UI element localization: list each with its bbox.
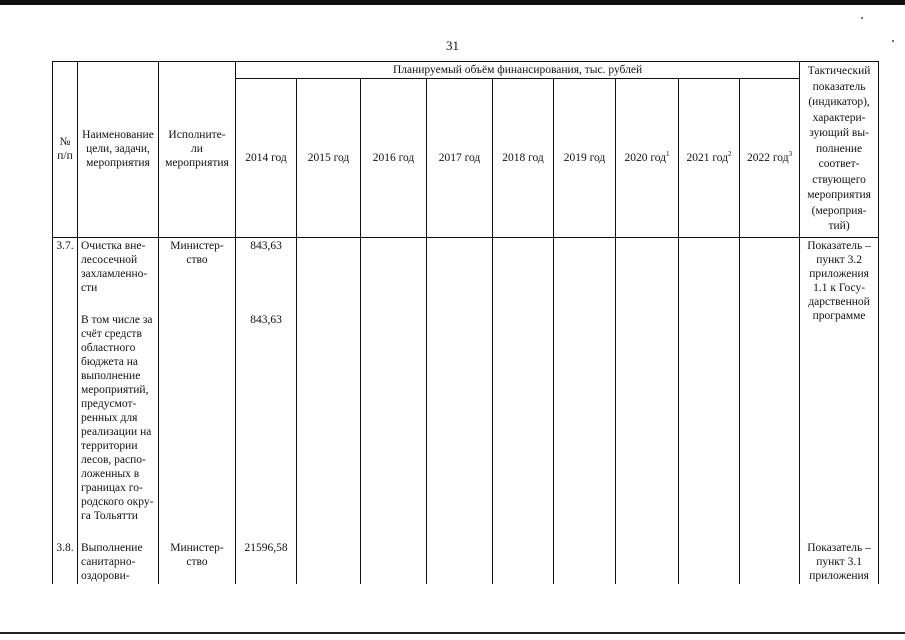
header-year <box>740 79 800 237</box>
row-value-2014: 843,63 <box>236 312 297 524</box>
row-value-2019 <box>554 540 616 584</box>
top-scan-border <box>0 0 905 5</box>
bottom-scan-border <box>0 632 905 634</box>
row-name: Выполнение санитарно- оздорови- <box>78 540 159 584</box>
header-year-note: 3 <box>788 150 793 159</box>
header-year-label: 2019 год <box>563 151 606 164</box>
row-value-2022 <box>740 237 800 296</box>
page-number: 31 <box>446 38 459 53</box>
header-year-note: 1 <box>666 150 670 159</box>
row-value-2019 <box>554 237 616 296</box>
row-value-2021 <box>679 237 740 296</box>
row-name: Очистка вне- лесосечной захламленно- сти <box>78 237 159 296</box>
row-value-2015 <box>297 540 361 584</box>
row-value-2014: 843,63 <box>236 237 297 296</box>
row-spacer <box>53 296 879 312</box>
row-value-2017 <box>427 312 493 524</box>
row-name: В том числе за счёт средств областного бюджета на выполнение мероприятий, предусмот- ренных для реализации на территории лесов, распо- ложенных в границах го- родского окру- га Тольятти <box>78 312 159 524</box>
header-year-label: 2020 год <box>624 151 667 164</box>
row-value-2020 <box>616 312 679 524</box>
table-row <box>53 312 879 524</box>
header-name: Наименование цели, задачи, мероприятия <box>78 62 159 238</box>
row-value-2015 <box>297 237 361 296</box>
header-indicator: Тактический показатель (индикатор), характери- зующий вы- полнение соответ- ствующего мероприятия (мероприя- тий) <box>800 62 879 238</box>
header-year <box>554 79 616 237</box>
header-year-note: 2 <box>728 150 732 159</box>
header-year-label: 2016 год <box>372 151 415 164</box>
header-year <box>361 79 427 237</box>
row-value-2014: 21596,58 <box>236 540 297 584</box>
row-value-2022 <box>740 540 800 584</box>
header-year-label: 2022 год <box>747 151 789 164</box>
row-value-2021 <box>679 312 740 524</box>
row-value-2017 <box>427 540 493 584</box>
row-value-2020 <box>616 540 679 584</box>
row-num: 3.7. <box>53 237 78 296</box>
row-value-2018 <box>493 312 554 524</box>
table-row <box>53 237 879 296</box>
row-value-2019 <box>554 312 616 524</box>
header-year-label: 2014 год <box>245 151 287 164</box>
scan-speck <box>861 17 863 19</box>
row-value-2016 <box>361 237 427 296</box>
row-executor <box>159 312 236 524</box>
row-value-2017 <box>427 237 493 296</box>
row-executor: Министер- ство <box>159 237 236 296</box>
header-year <box>236 79 297 237</box>
row-value-2022 <box>740 312 800 524</box>
header-num: № п/п <box>53 62 78 238</box>
row-indicator: Показатель – пункт 3.2 приложения 1.1 к Госу- дарственной программе <box>800 237 879 524</box>
header-year-label: 2018 год <box>502 151 544 164</box>
row-value-2018 <box>493 540 554 584</box>
row-executor: Министер- ство <box>159 540 236 584</box>
row-value-2016 <box>361 540 427 584</box>
header-year <box>616 79 679 237</box>
row-value-2020 <box>616 237 679 296</box>
row-value-2018 <box>493 237 554 296</box>
header-year <box>493 79 554 237</box>
row-num <box>53 312 78 524</box>
row-num: 3.8. <box>53 540 78 584</box>
row-spacer <box>53 524 879 540</box>
header-year-label: 2017 год <box>438 151 481 164</box>
row-value-2015 <box>297 312 361 524</box>
header-year <box>679 79 740 237</box>
financing-table <box>52 61 879 584</box>
header-year <box>427 79 493 237</box>
row-indicator: Показатель – пункт 3.1 приложения <box>800 540 879 584</box>
header-executor: Исполните- ли мероприятия <box>159 62 236 238</box>
header-year <box>297 79 361 237</box>
row-value-2021 <box>679 540 740 584</box>
header-year-label: 2015 год <box>307 151 350 164</box>
header-financing: Планируемый объём финансирования, тыс. рублей <box>236 62 800 79</box>
row-value-2016 <box>361 312 427 524</box>
header-year-label: 2021 год <box>686 151 729 164</box>
table-row <box>53 540 879 584</box>
